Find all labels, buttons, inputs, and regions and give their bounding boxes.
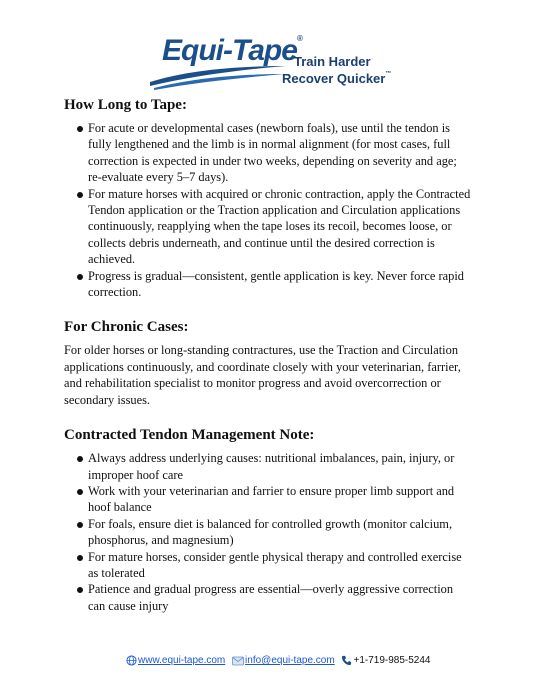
- section-heading-management-note: Contracted Tendon Management Note:: [64, 427, 315, 444]
- list-item: For mature horses, consider gentle physical therapy and controlled exercise as tolerated: [64, 549, 472, 582]
- tagline-line-2-text: Recover Quicker: [282, 71, 386, 86]
- envelope-icon: [232, 656, 244, 666]
- phone-number: +1-719-985-5244: [353, 655, 431, 667]
- list-item: For acute or developmental cases (newborn foals), use until the tendon is fully lengthened and the limb is in normal alignment (for most cases, full correction is expected in under two weeks, depending on severity and age; re-evaluate every 5–7 days).: [64, 120, 472, 186]
- list-item: Always address underlying causes: nutritional imbalances, pain, injury, or improper hoof care: [64, 450, 472, 483]
- chronic-paragraph: For older horses or long-standing contractures, use the Traction and Circulation applications continuously, and coordinate closely with your veterinarian, farrier, and rehabilitation specialist to monitor progress and avoid overcorrection or secondary issues.: [64, 343, 461, 407]
- phone-icon: [341, 655, 352, 666]
- management-note-list: [64, 450, 472, 614]
- list-item: Progress is gradual—consistent, gentle application is key. Never force rapid correction.: [64, 268, 472, 301]
- globe-icon: [126, 655, 137, 666]
- section-heading-chronic: For Chronic Cases:: [64, 319, 189, 336]
- list-item: Work with your veterinarian and farrier to ensure proper limb support and hoof balance: [64, 483, 472, 516]
- trademark-mark: ™: [385, 71, 392, 77]
- contact-footer: [126, 655, 431, 666]
- swoosh-icon: [148, 62, 288, 90]
- brand-name: Equi-Tape: [162, 34, 297, 67]
- list-item: For mature horses with acquired or chronic contraction, apply the Contracted Tendon application or the Traction application and Circulation applications continuously, reapplying when the tape loses its recoil, becomes loose, or collects debris underneath, and continue until the desired correction is achieved.: [64, 186, 472, 268]
- email-link[interactable]: info@equi-tape.com: [245, 655, 335, 667]
- section-heading-how-long: How Long to Tape:: [64, 97, 187, 113]
- brand-logo: [148, 34, 398, 90]
- document-body: [64, 96, 472, 614]
- how-long-list: [64, 120, 472, 300]
- tagline-line-1: Train Harder: [294, 54, 371, 69]
- website-link[interactable]: www.equi-tape.com: [138, 655, 226, 667]
- tagline-line-2: [282, 71, 391, 86]
- list-item: Patience and gradual progress are essential—overly aggressive correction can cause injury: [64, 581, 472, 614]
- list-item: For foals, ensure diet is balanced for controlled growth (monitor calcium, phosphorus, and magnesium): [64, 516, 472, 549]
- registered-mark: ®: [296, 34, 302, 43]
